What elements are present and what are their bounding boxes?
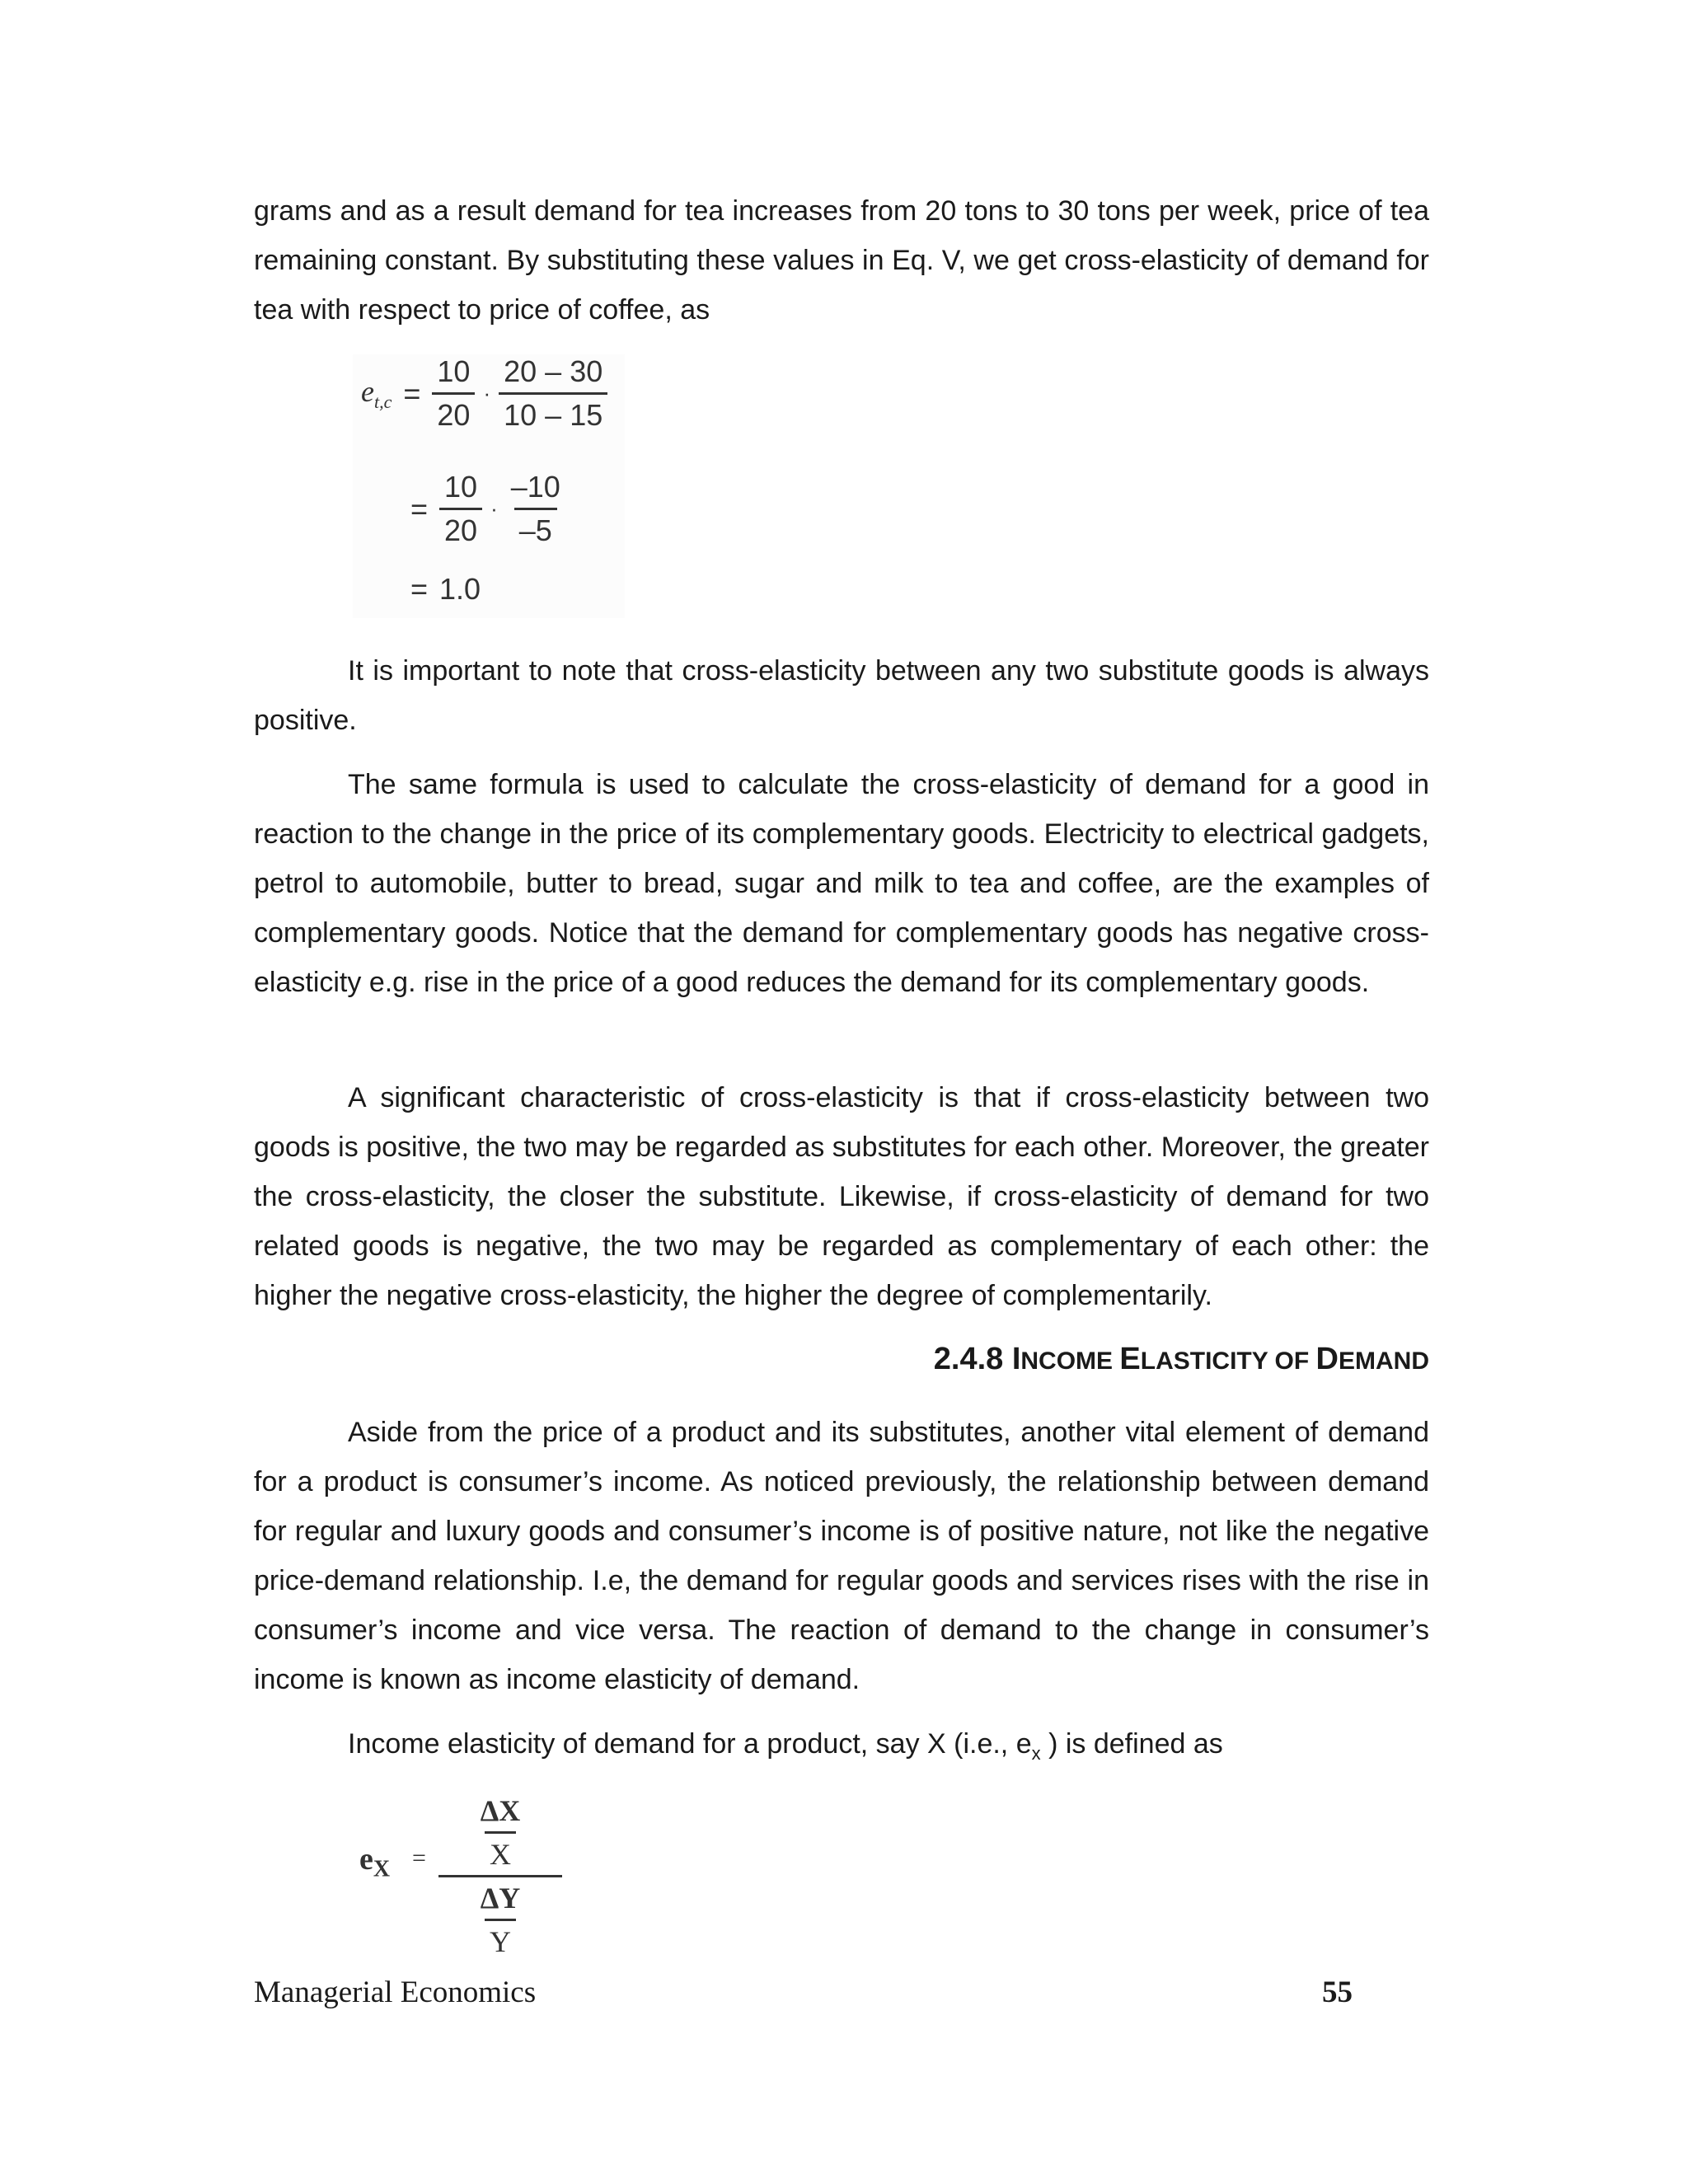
footer-book-title: Managerial Economics <box>254 1975 537 2009</box>
main-fraction-bar <box>438 1875 562 1877</box>
definition-text-end: ) is defined as <box>1040 1728 1223 1760</box>
cross-elasticity-equation <box>353 354 625 618</box>
equation-row-1 <box>361 354 607 433</box>
equation-lhs <box>361 374 392 413</box>
lhs-symbol: e <box>359 1842 373 1877</box>
equals-sign: = <box>410 572 429 606</box>
delta-y: ΔY <box>480 1882 521 1915</box>
result-value: 1.0 <box>439 572 481 606</box>
bottom-fraction <box>476 1881 526 1959</box>
equals-sign: = <box>412 1844 426 1872</box>
heading-number: 2.4.8 <box>933 1342 1012 1376</box>
heading-cap: D <box>1315 1342 1339 1376</box>
multiply-dot: · <box>483 381 491 405</box>
heading-smallcaps: NCOME <box>1020 1347 1120 1375</box>
top-fraction <box>476 1793 526 1872</box>
lhs-subscript: X <box>373 1856 391 1882</box>
numerator: 10 <box>444 470 478 504</box>
equals-sign: = <box>403 376 421 410</box>
multiply-dot: · <box>490 496 498 521</box>
fraction <box>506 470 565 548</box>
numerator: –10 <box>510 470 560 504</box>
lhs-symbol: e <box>361 374 374 408</box>
denominator: 20 <box>432 392 475 433</box>
denominator: –5 <box>514 508 557 548</box>
income-elasticity-equation <box>359 1793 582 1958</box>
fraction <box>499 354 607 433</box>
fraction <box>432 354 475 433</box>
definition-subscript: x <box>1031 1742 1041 1764</box>
paragraph-complementary-goods: The same formula is used to calculate the cross-elasticity of demand for a good in reaction to the change in the price of its complementary goods. Electricity to electrical gadgets, petrol to automobile, butter to bread, sugar and milk to tea and coffee, are the examples of complementary goods. Notice that the demand for complementary goods has negative cross-elasticity e.g. rise in the price of a good reduces the demand for its complementary goods. <box>254 769 1429 998</box>
heading-cap: E <box>1119 1342 1141 1376</box>
equals-sign: = <box>410 491 429 526</box>
paragraph-tea-coffee-example: grams and as a result demand for tea increases from 20 tons to 30 tons per week, price of tea remaining constant. By substituting these values in Eq. V, we get cross-elasticity of demand for tea with respect to price of coffee, as <box>254 195 1429 326</box>
fraction <box>439 470 482 548</box>
numerator: 10 <box>437 354 471 388</box>
equation-row-3 <box>410 572 481 607</box>
x-symbol: X <box>485 1831 516 1872</box>
compound-fraction <box>438 1793 562 1959</box>
heading-cap: I <box>1011 1342 1021 1376</box>
paragraph-income-elasticity-intro: Aside from the price of a product and its substitutes, another vital element of demand for a product is consumer’s income. As noticed previously, the relationship between demand for regular and luxury goods and consumer’s income is of positive nature, not like the negative price-demand relationship. I.e, the demand for regular goods and services rises with the rise in consumer’s income and vice versa. The reaction of demand to the change in consumer’s income is known as income elasticity of demand. <box>254 1417 1429 1695</box>
equation-row-2 <box>410 470 565 548</box>
paragraph-income-elasticity-definition <box>254 1719 1429 1779</box>
definition-text: Income elasticity of demand for a product, say X (i.e., e <box>348 1728 1032 1760</box>
equation-lhs <box>359 1841 390 1883</box>
denominator: 10 – 15 <box>499 392 607 433</box>
heading-smallcaps: LASTICITY <box>1140 1347 1275 1375</box>
paragraph-substitute-note: It is important to note that cross-elasticity between any two substitute goods is always positive. <box>254 655 1429 736</box>
delta-x: ΔX <box>480 1794 521 1827</box>
lhs-subscript: t,c <box>373 391 392 413</box>
numerator: 20 – 30 <box>504 354 603 388</box>
heading-smallcaps: OF <box>1274 1347 1316 1375</box>
section-heading <box>934 1342 1429 1377</box>
paragraph-cross-elasticity-characteristic: A significant characteristic of cross-elasticity is that if cross-elasticity between two goods is positive, the two may be regarded as substitutes for each other. Moreover, the greater the cross-elasticity, the closer the substitute. Likewise, if cross-elasticity of demand for two related goods is negative, the two may be regarded as complementary of each other: the higher the negative cross-elasticity, the higher the degree of complementarily. <box>254 1082 1429 1311</box>
heading-smallcaps: EMAND <box>1339 1347 1429 1375</box>
denominator: 20 <box>439 508 482 548</box>
y-symbol: Y <box>485 1919 516 1959</box>
footer-page-number: 55 <box>1322 1975 1353 2009</box>
